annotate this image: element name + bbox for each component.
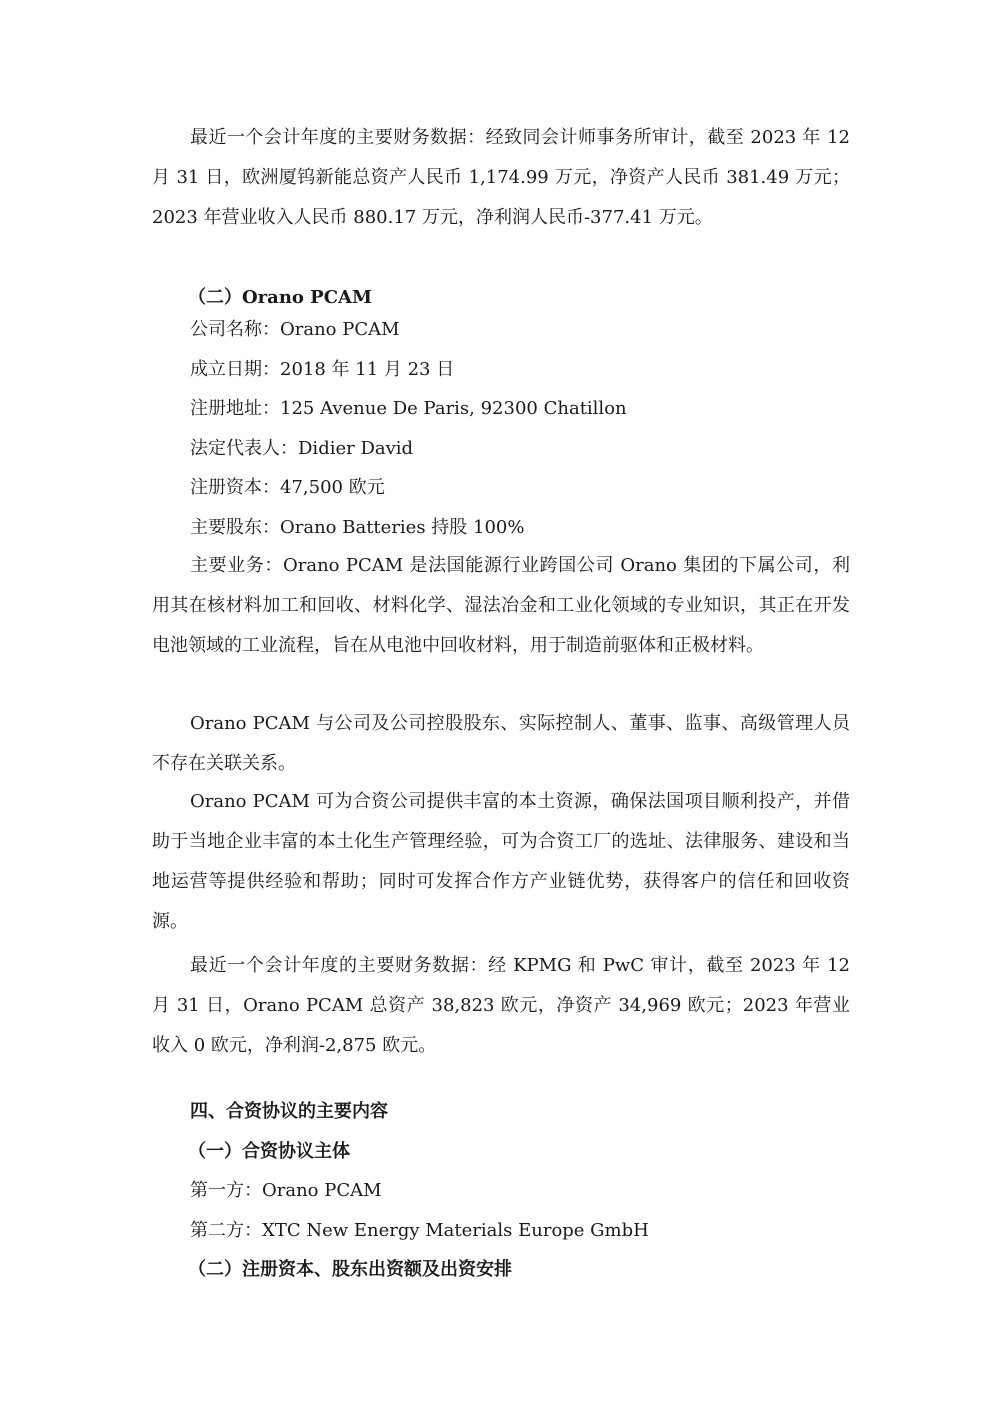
section4-block [152, 1092, 850, 1290]
xiamen-financial-block [152, 118, 850, 238]
xiamen-financial-paragraph: 最近一个会计年度的主要财务数据：经致同会计师事务所审计，截至 2023 年 12 月 31 日，欧洲厦钨新能总资产人民币 1,174.99 万元，净资产人民币 381.49 万元；2023 年营业收入人民币 880.17 万元，净利润人民币-377.41 万元。 [152, 127, 850, 228]
orano-financial-block [152, 946, 850, 1066]
main-shareholder-line: 主要股东：Orano Batteries 持股 100% [190, 516, 525, 538]
orano-relation-paragraph: Orano PCAM 与公司及公司控股股东、实际控制人、董事、监事、高级管理人员不存在关联关系。 [152, 713, 850, 774]
orano-business-paragraph: 主要业务：Orano PCAM 是法国能源行业跨国公司 Orano 集团的下属公司，利用其在核材料加工和回收、材料化学、湿法冶金和工业化领域的专业知识，其正在开发电池领域的工业流程，旨在从电池中回收材料，用于制造前驱体和正极材料。 [152, 555, 850, 656]
legal-representative-line: 法定代表人：Didier David [190, 437, 414, 459]
registered-capital-line: 注册资本：47,500 欧元 [190, 477, 385, 498]
registered-address-line: 注册地址：125 Avenue De Paris, 92300 Chatillon [190, 398, 627, 419]
orano-info-list [152, 310, 850, 547]
party-two-line: 第二方：XTC New Energy Materials Europe GmbH [190, 1219, 649, 1241]
orano-relation-block [152, 704, 850, 784]
orano-section-heading: （二）Orano PCAM [188, 287, 372, 308]
section4-subheading-capital: （二）注册资本、股东出资额及出资安排 [188, 1259, 512, 1280]
company-name-line: 公司名称：Orano PCAM [190, 319, 400, 340]
section4-subheading-parties: （一）合资协议主体 [188, 1140, 350, 1162]
orano-financial-paragraph: 最近一个会计年度的主要财务数据：经 KPMG 和 PwC 审计，截至 2023 年 12 月 31 日，Orano PCAM 总资产 38,823 欧元，净资产 34,969 欧元；2023 年营业收入 0 欧元，净利润-2,875 欧元。 [152, 955, 850, 1056]
established-date-line: 成立日期：2018 年 11 月 23 日 [190, 358, 455, 380]
party-one-line: 第一方：Orano PCAM [190, 1180, 382, 1201]
section4-heading: 四、合资协议的主要内容 [190, 1101, 388, 1122]
orano-value-block [152, 782, 850, 942]
orano-business-block [152, 546, 850, 666]
orano-value-paragraph: Orano PCAM 可为合资公司提供丰富的本土资源，确保法国项目顺利投产，并借助于当地企业丰富的本土化生产管理经验，可为合资工厂的选址、法律服务、建设和当地运营等提供经验和帮助；同时可发挥合作方产业链优势，获得客户的信任和回收资源。 [152, 791, 850, 932]
